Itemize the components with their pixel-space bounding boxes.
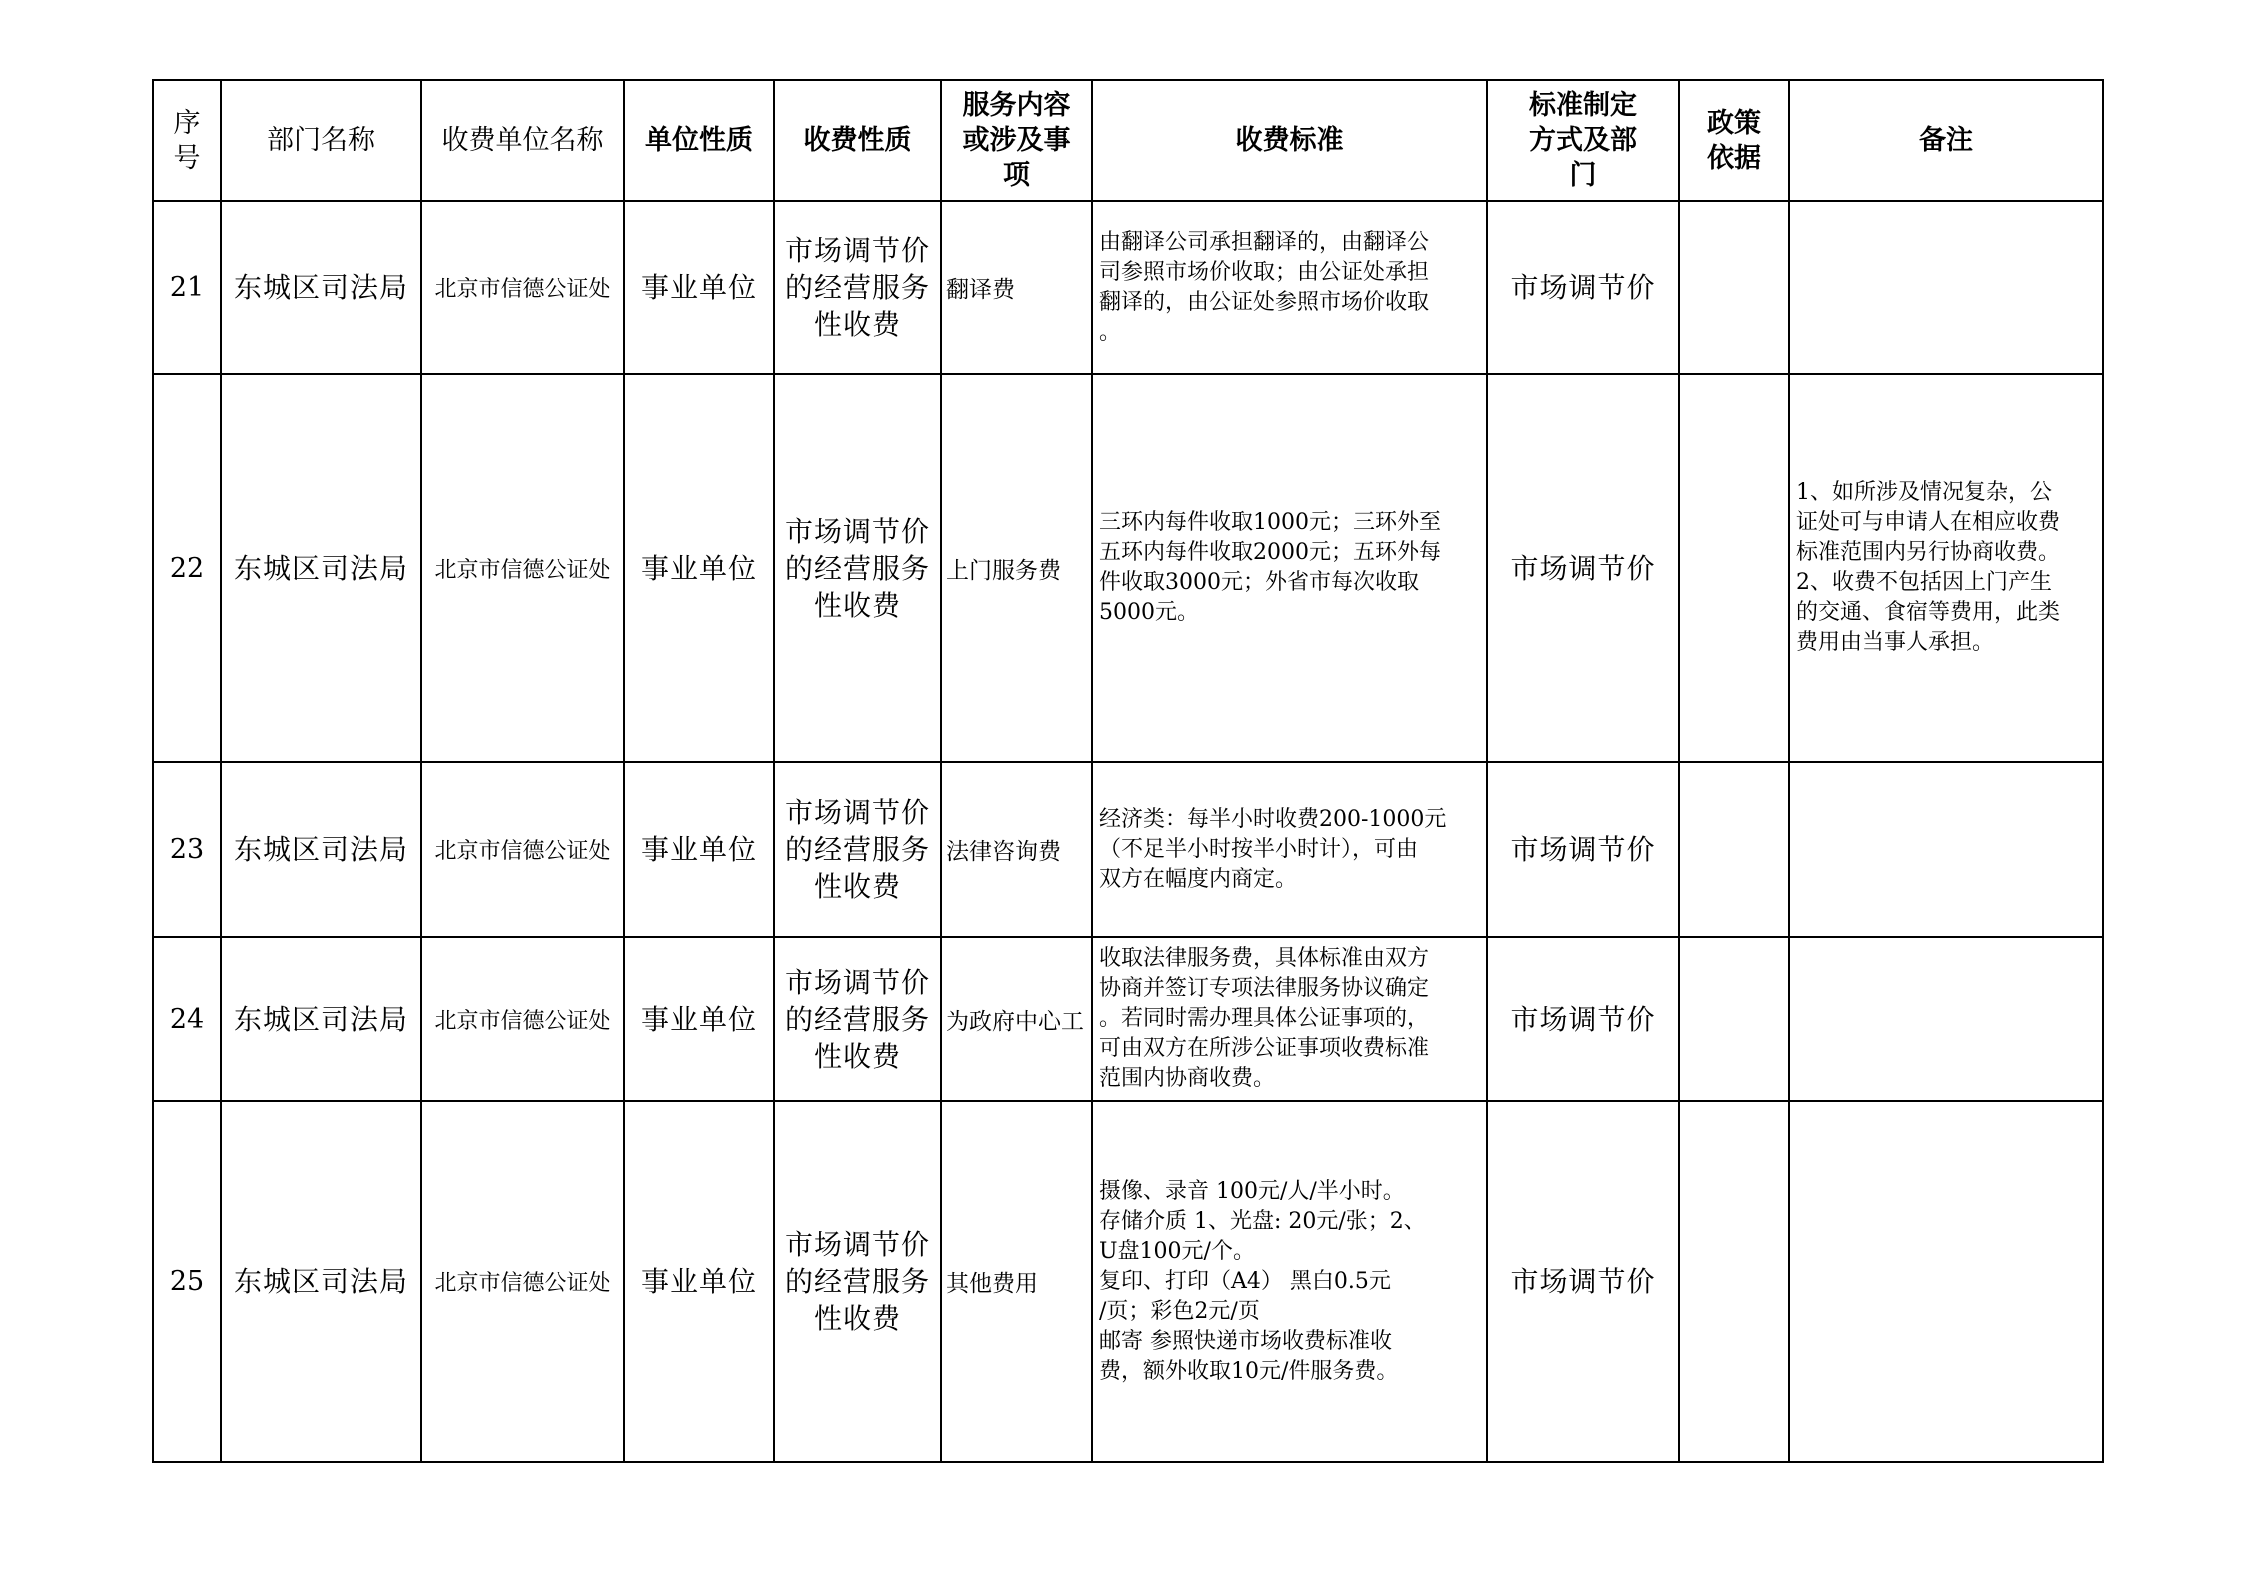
header-unit: 收费单位名称 bbox=[421, 80, 624, 201]
fee-table bbox=[152, 79, 2104, 1463]
standard-line: 5000元。 bbox=[1099, 600, 1199, 625]
remark-line: 标准范围内另行协商收费。 bbox=[1796, 540, 2061, 565]
standard-line: 经济类：每半小时收费200-1000元 bbox=[1099, 806, 1447, 832]
table-row bbox=[153, 762, 2103, 937]
standard-line: 收取法律服务费，具体标准由双方 bbox=[1099, 946, 1430, 971]
header-dept: 部门名称 bbox=[221, 80, 421, 201]
header-unit-nature: 单位性质 bbox=[624, 80, 774, 201]
standard-line: 。 bbox=[1099, 319, 1122, 345]
row-method: 市场调节价 bbox=[1487, 374, 1679, 762]
table-row bbox=[153, 201, 2103, 374]
row-seq: 22 bbox=[153, 374, 221, 762]
standard-line: 三环内每件收取1000元；三环外至 bbox=[1099, 510, 1441, 535]
row-remarks bbox=[1789, 374, 2103, 762]
row-seq: 25 bbox=[153, 1101, 221, 1462]
row-remarks bbox=[1789, 937, 2103, 1101]
row-method: 市场调节价 bbox=[1487, 762, 1679, 937]
row-unit: 北京市信德公证处 bbox=[421, 374, 624, 762]
row-seq: 21 bbox=[153, 201, 221, 374]
remark-line: 费用由当事人承担。 bbox=[1796, 630, 1995, 655]
row-unit-nature: 事业单位 bbox=[624, 762, 774, 937]
row-unit: 北京市信德公证处 bbox=[421, 201, 624, 374]
row-policy bbox=[1679, 762, 1789, 937]
row-standard bbox=[1092, 937, 1487, 1101]
row-unit-nature: 事业单位 bbox=[624, 937, 774, 1101]
row-service: 为政府中心工 bbox=[941, 937, 1092, 1101]
row-remarks bbox=[1789, 201, 2103, 374]
row-dept: 东城区司法局 bbox=[221, 374, 421, 762]
standard-line: 件收取3000元；外省市每次收取 bbox=[1099, 570, 1419, 595]
row-unit-nature: 事业单位 bbox=[624, 374, 774, 762]
row-method: 市场调节价 bbox=[1487, 937, 1679, 1101]
header-policy: 政策依据 bbox=[1679, 80, 1789, 201]
row-dept: 东城区司法局 bbox=[221, 201, 421, 374]
row-service: 上门服务费 bbox=[941, 374, 1092, 762]
standard-line: 五环内每件收取2000元；五环外每 bbox=[1099, 540, 1441, 565]
table-row bbox=[153, 374, 2103, 762]
row-policy bbox=[1679, 201, 1789, 374]
standard-line: （不足半小时按半小时计），可由 bbox=[1099, 836, 1419, 862]
header-fee-nature: 收费性质 bbox=[774, 80, 941, 201]
remark-line: 1、如所涉及情况复杂，公 bbox=[1796, 480, 2052, 505]
row-unit-nature: 事业单位 bbox=[624, 1101, 774, 1462]
row-method: 市场调节价 bbox=[1487, 1101, 1679, 1462]
standard-line: 由翻译公司承担翻译的，由翻译公 bbox=[1099, 229, 1430, 255]
standard-line: 摄像、录音 100元/人/半小时。 bbox=[1099, 1178, 1405, 1204]
row-remarks bbox=[1789, 762, 2103, 937]
row-standard bbox=[1092, 374, 1487, 762]
row-seq: 24 bbox=[153, 937, 221, 1101]
row-method: 市场调节价 bbox=[1487, 201, 1679, 374]
row-fee-nature: 市场调节价的经营服务性收费 bbox=[774, 1101, 941, 1462]
standard-line: U盘100元/个。 bbox=[1099, 1238, 1255, 1264]
remark-line: 证处可与申请人在相应收费 bbox=[1796, 510, 2061, 535]
row-service: 其他费用 bbox=[941, 1101, 1092, 1462]
row-unit-nature: 事业单位 bbox=[624, 201, 774, 374]
standard-line: 存储介质 1、光盘: 20元/张；2、 bbox=[1099, 1208, 1426, 1234]
row-dept: 东城区司法局 bbox=[221, 937, 421, 1101]
row-fee-nature: 市场调节价的经营服务性收费 bbox=[774, 374, 941, 762]
row-service: 法律咨询费 bbox=[941, 762, 1092, 937]
standard-line: 可由双方在所涉公证事项收费标准 bbox=[1099, 1036, 1430, 1061]
row-standard bbox=[1092, 1101, 1487, 1462]
header-row bbox=[153, 80, 2103, 201]
row-service: 翻译费 bbox=[941, 201, 1092, 374]
standard-line: 协商并签订专项法律服务协议确定 bbox=[1099, 976, 1430, 1001]
header-seq: 序号 bbox=[153, 80, 221, 201]
row-policy bbox=[1679, 937, 1789, 1101]
row-seq: 23 bbox=[153, 762, 221, 937]
table-row bbox=[153, 1101, 2103, 1462]
standard-line: 邮寄 参照快递市场收费标准收 bbox=[1099, 1328, 1392, 1354]
row-unit: 北京市信德公证处 bbox=[421, 762, 624, 937]
standard-line: 翻译的，由公证处参照市场价收取 bbox=[1099, 289, 1430, 315]
remark-line: 的交通、食宿等费用，此类 bbox=[1796, 600, 2061, 625]
row-policy bbox=[1679, 1101, 1789, 1462]
row-remarks bbox=[1789, 1101, 2103, 1462]
standard-line: 复印、打印（A4） 黑白0.5元 bbox=[1099, 1268, 1391, 1294]
standard-line: /页；彩色2元/页 bbox=[1099, 1298, 1260, 1324]
row-dept: 东城区司法局 bbox=[221, 762, 421, 937]
row-unit: 北京市信德公证处 bbox=[421, 937, 624, 1101]
row-fee-nature: 市场调节价的经营服务性收费 bbox=[774, 937, 941, 1101]
remark-line: 2、收费不包括因上门产生 bbox=[1796, 570, 2052, 595]
standard-line: 。若同时需办理具体公证事项的， bbox=[1099, 1006, 1430, 1031]
table-row bbox=[153, 937, 2103, 1101]
standard-line: 双方在幅度内商定。 bbox=[1099, 866, 1298, 892]
row-dept: 东城区司法局 bbox=[221, 1101, 421, 1462]
standard-line: 司参照市场价收取；由公证处承担 bbox=[1099, 259, 1430, 285]
standard-line: 费，额外收取10元/件服务费。 bbox=[1099, 1358, 1399, 1384]
header-method: 标准制定方式及部门 bbox=[1487, 80, 1679, 201]
standard-line: 范围内协商收费。 bbox=[1099, 1066, 1276, 1091]
row-fee-nature: 市场调节价的经营服务性收费 bbox=[774, 201, 941, 374]
header-standard: 收费标准 bbox=[1092, 80, 1487, 201]
header-service: 服务内容或涉及事项 bbox=[941, 80, 1092, 201]
row-policy bbox=[1679, 374, 1789, 762]
row-fee-nature: 市场调节价的经营服务性收费 bbox=[774, 762, 941, 937]
row-standard bbox=[1092, 762, 1487, 937]
row-unit: 北京市信德公证处 bbox=[421, 1101, 624, 1462]
header-remarks: 备注 bbox=[1789, 80, 2103, 201]
row-standard bbox=[1092, 201, 1487, 374]
